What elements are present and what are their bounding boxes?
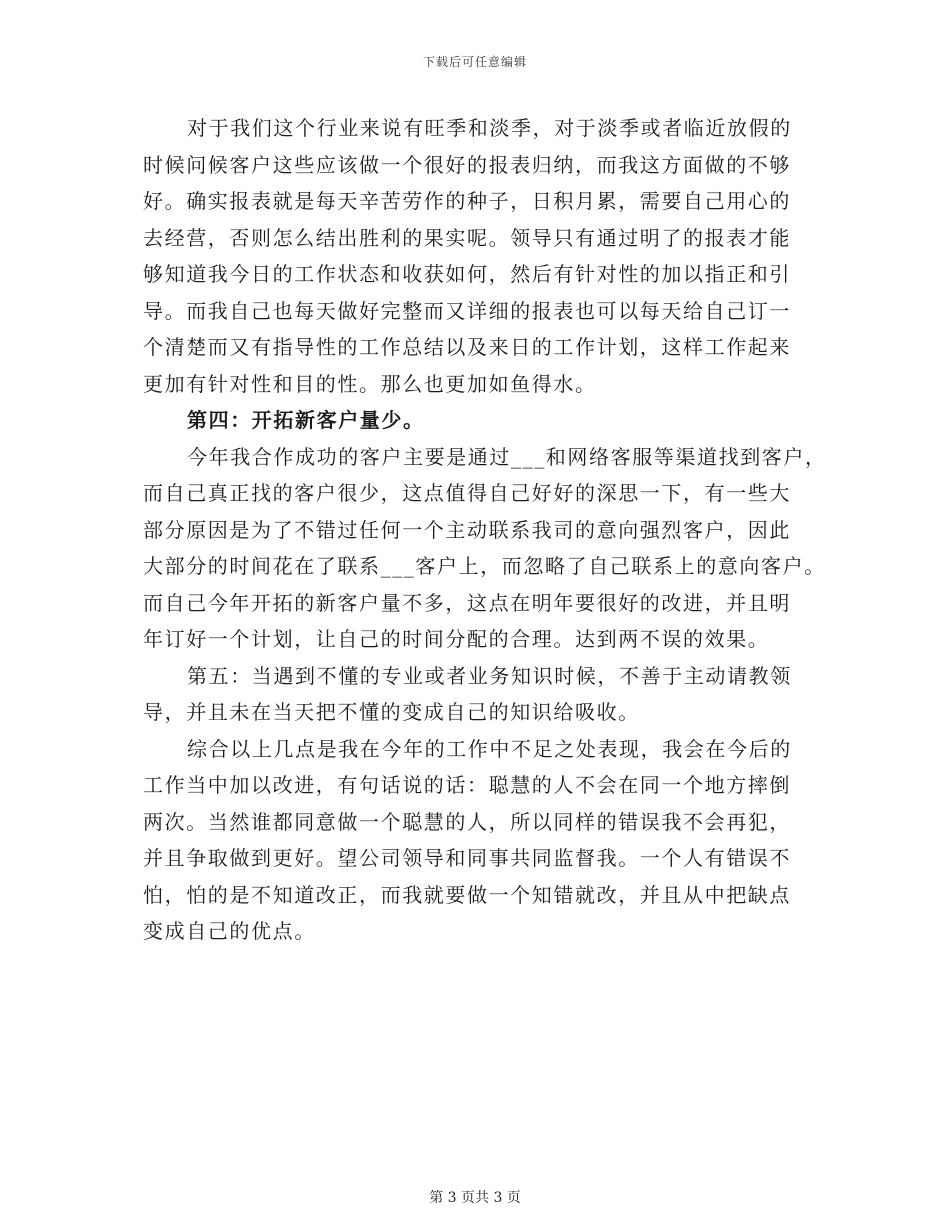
paragraph-line: 更加有针对性和目的性。那么也更加如鱼得水。 xyxy=(143,371,597,396)
page-header: 下载后可任意编辑 xyxy=(422,55,527,69)
paragraph-line: 而自己真正找的客户很少，这点值得自己好好的深思一下，有一些大 xyxy=(143,481,791,505)
page-footer: 第 3 页共 3 页 xyxy=(429,1190,521,1206)
paragraph-line: 年订好一个计划，让自己的时间分配的合理。达到两不误的效果。 xyxy=(143,627,770,651)
paragraph-line: 综合以上几点是我在今年的工作中不足之处表现，我会在今后的 xyxy=(187,736,792,761)
paragraph-line: 今年我合作成功的客户主要是通过___和网络客服等渠道找到客户， xyxy=(187,444,827,469)
paragraph-line: 时候问候客户这些应该做一个很好的报表归纳，而我这方面做的不够 xyxy=(143,152,791,177)
paragraph-line: 而自己今年开拓的新客户量不多，这点在明年要很好的改进，并且明 xyxy=(143,590,791,615)
paragraph-line: 怕，怕的是不知道改正，而我就要做一个知错就改，并且从中把缺点 xyxy=(143,882,791,907)
document-body xyxy=(143,110,827,950)
paragraph-line: 去经营，否则怎么结出胜利的果实呢。领导只有通过明了的报表才能 xyxy=(143,225,791,250)
paragraph-line: 导，并且未在当天把不懂的变成自己的知识给吸收。 xyxy=(143,700,640,724)
paragraph-line: 第五：当遇到不懂的专业或者业务知识时候，不善于主动请教领 xyxy=(187,663,792,688)
paragraph-line: 变成自己的优点。 xyxy=(143,919,316,943)
paragraph-line: 大部分的时间花在了联系___客户上，而忽略了自己联系上的意向客户。 xyxy=(143,554,826,578)
paragraph-line: 两次。当然谁都同意做一个聪慧的人，所以同样的错误我不会再犯， xyxy=(143,809,791,834)
paragraph-line: 导。而我自己也每天做好完整而又详细的报表也可以每天给自己订一 xyxy=(143,298,791,323)
paragraph-line: 好。确实报表就是每天辛苦劳作的种子，日积月累，需要自己用心的 xyxy=(143,189,791,213)
paragraph-line: 个清楚而又有指导性的工作总结以及来日的工作计划，这样工作起来 xyxy=(143,335,791,359)
paragraph-line: 并且争取做到更好。望公司领导和同事共同监督我。一个人有错误不 xyxy=(143,846,791,870)
paragraph-line: 部分原因是为了不错过任何一个主动联系我司的意向强烈客户，因此 xyxy=(143,517,791,542)
section-heading: 第四：开拓新客户量少。 xyxy=(187,408,425,432)
paragraph-line: 够知道我今日的工作状态和收获如何，然后有针对性的加以指正和引 xyxy=(143,262,791,286)
paragraph-line: 对于我们这个行业来说有旺季和淡季，对于淡季或者临近放假的 xyxy=(187,116,792,140)
paragraph-line: 工作当中加以改进，有句话说的话：聪慧的人不会在同一个地方摔倒 xyxy=(143,773,791,797)
